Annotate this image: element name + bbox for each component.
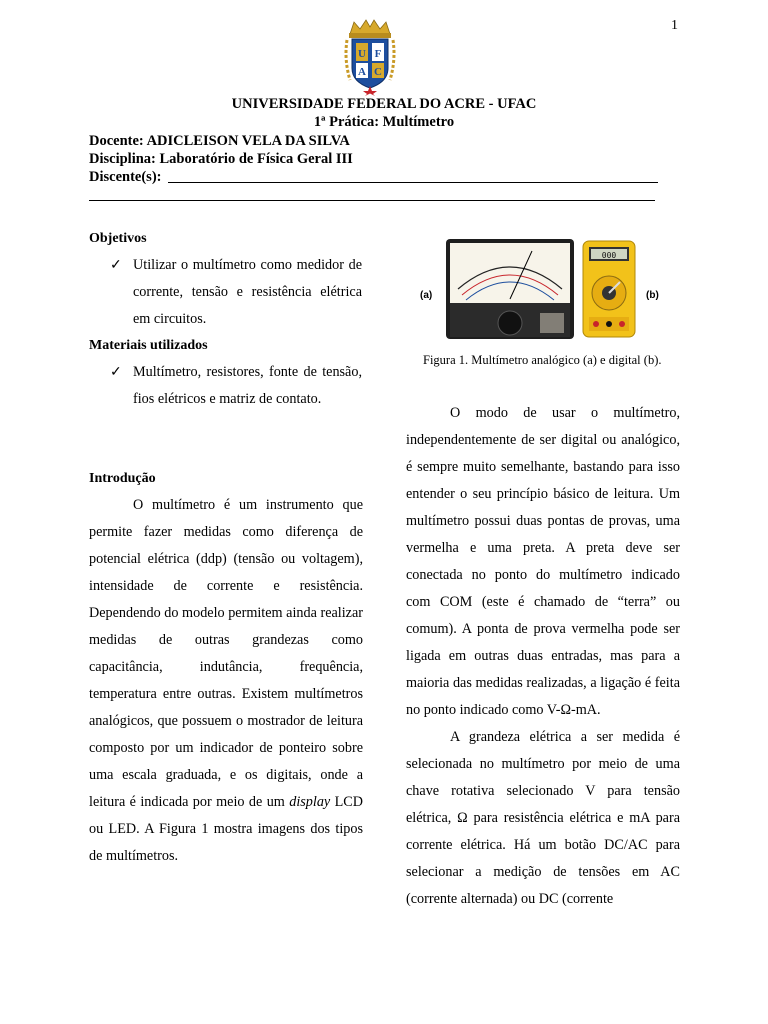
check-icon: ✓ (110, 258, 122, 273)
intro-text-1: O multímetro é um instrumento que permite fazer medidas como diferença de potencial elétrica (ddp) (tensão ou voltagem), intensidade de corrente e resistência. Dependendo do modelo permitem ainda realizar medidas de outras grandezas como capacitância, indutância, frequência, temperatura entre outras. Existem multímetros analógicos, que possuem o mostrador de leitura composto por um indicador de ponteiro sobre uma escala graduada, e os digitais, onde a leitura é indicada por meio de um (89, 497, 363, 810)
figure-1 (420, 237, 666, 341)
figure-label-b: (b) (646, 290, 659, 301)
digital-display-reading: 000 (601, 251, 617, 260)
logo-letter-c: C (374, 66, 382, 78)
disciplina-line: Disciplina: Laboratório de Física Geral III (89, 151, 353, 167)
right-column-text (406, 400, 680, 913)
discente-blank-line-1[interactable] (168, 182, 658, 183)
materiais-heading: Materiais utilizados (89, 338, 208, 353)
intro-text-display: display (289, 794, 331, 810)
discente-blank-line-2[interactable] (89, 200, 655, 201)
logo-letter-a: A (358, 66, 366, 78)
objetivos-heading: Objetivos (89, 231, 147, 246)
logo-letter-u: U (358, 48, 366, 60)
practice-title: 1ª Prática: Multímetro (313, 114, 455, 130)
usage-paragraph: O modo de usar o multímetro, independentemente de ser digital ou analógico, é sempre muito semelhante, bastando para isso entender o seu princípio básico de leitura. Um multímetro possui duas pontas de provas, uma vermelha e uma preta. A preta deve ser conectada no ponto do multímetro indicado com COM (este é chamado de “terra” ou comum). A ponta de prova vermelha pode ser ligada em outras duas entradas, mas para a maioria das medidas realizadas, a ligação é feita no ponto indicado como V-Ω-mA. (406, 405, 680, 718)
introducao-paragraph (89, 492, 363, 870)
figure-caption: Figura 1. Multímetro analógico (a) e digital (b). (423, 353, 662, 367)
figure-label-a: (a) (420, 290, 433, 301)
university-title: UNIVERSIDADE FEDERAL DO ACRE - UFAC (231, 96, 537, 112)
check-icon: ✓ (110, 365, 122, 380)
docente-line: Docente: ADICLEISON VELA DA SILVA (89, 133, 350, 149)
selection-paragraph: A grandeza elétrica a ser medida é selecionada no multímetro por meio de uma chave rotativa selecionado V para tensão elétrica, Ω para resistência elétrica e mA para corrente elétrica. Há um botão DC/AC para selecionar a medição de tensões em AC (corrente alternada) ou DC (corrente (406, 729, 680, 907)
introducao-heading: Introdução (89, 471, 156, 486)
page-number: 1 (671, 18, 678, 33)
objetivo-item: Utilizar o multímetro como medidor de corrente, tensão e resistência elétrica em circuitos. (133, 257, 362, 328)
multimeter-illustration (420, 237, 666, 341)
ufac-logo (342, 18, 398, 96)
material-item: Multímetro, resistores, fonte de tensão, fios elétricos e matriz de contato. (133, 364, 362, 408)
discente-label: Discente(s): (89, 169, 162, 185)
intro-text-2: LCD ou LED. A Figura 1 mostra imagens dos tipos de multímetros. (89, 794, 363, 864)
logo-letter-f: F (374, 48, 382, 60)
